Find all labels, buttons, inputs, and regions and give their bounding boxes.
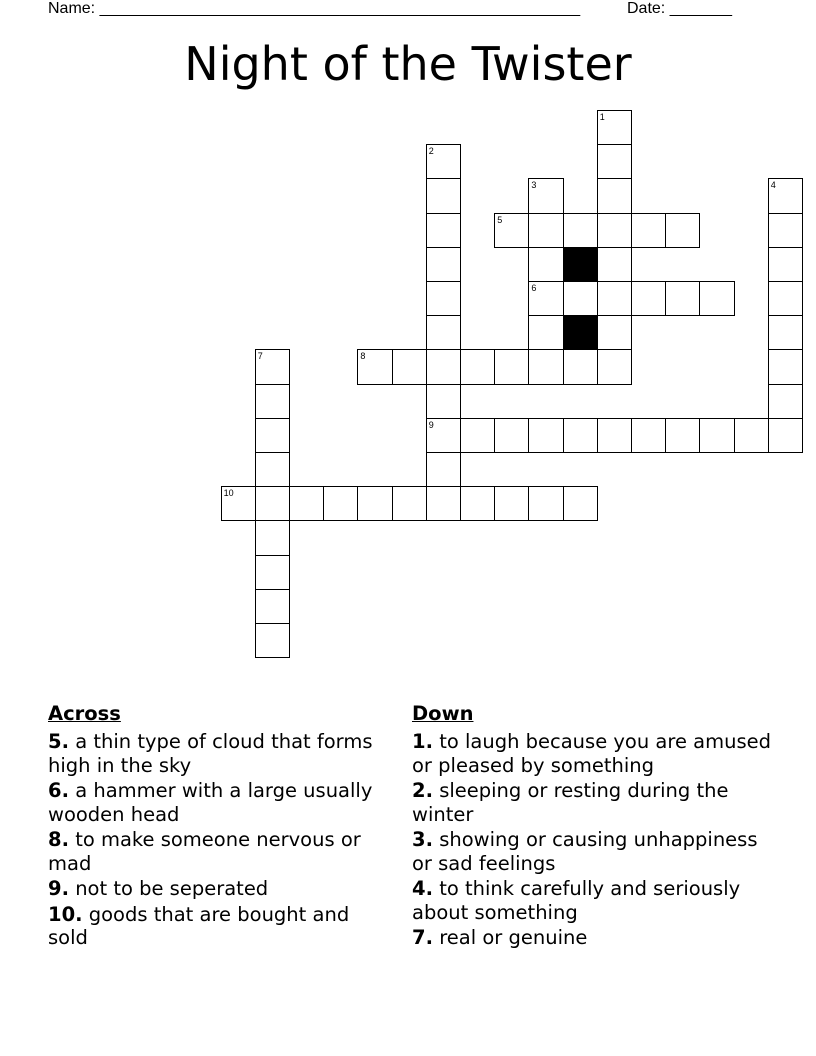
grid-cell[interactable] xyxy=(597,281,632,316)
clue-across-9: 9. not to be seperated xyxy=(48,877,269,900)
down-heading: Down xyxy=(412,702,474,725)
black-cell xyxy=(563,315,598,350)
grid-cell[interactable] xyxy=(597,349,632,384)
grid-cell[interactable] xyxy=(460,349,495,384)
clue-across-10: 10. goods that are bought and sold xyxy=(48,902,350,949)
date-field[interactable]: Date: _______ xyxy=(627,0,732,17)
page-title: Night of the Twister xyxy=(184,37,632,91)
grid-cell[interactable] xyxy=(255,623,290,658)
name-field[interactable]: Name: ______________________________________________________ xyxy=(48,0,581,17)
grid-cell[interactable] xyxy=(768,384,803,419)
grid-cell[interactable] xyxy=(426,213,461,248)
grid-cell[interactable] xyxy=(426,418,461,453)
grid-cell[interactable] xyxy=(426,144,461,179)
grid-cell[interactable] xyxy=(426,247,461,282)
grid-cell[interactable] xyxy=(460,418,495,453)
grid-cell[interactable] xyxy=(255,384,290,419)
grid-cell[interactable] xyxy=(563,349,598,384)
grid-cell[interactable] xyxy=(426,486,461,521)
clue-down-7: 7. real or genuine xyxy=(412,926,588,949)
grid-cell[interactable] xyxy=(665,418,700,453)
clue-across-6: 6. a hammer with a large usually wooden head xyxy=(48,779,373,826)
grid-cell[interactable] xyxy=(392,349,427,384)
grid-cell[interactable] xyxy=(255,418,290,453)
grid-cell[interactable] xyxy=(563,213,598,248)
grid-cell[interactable] xyxy=(528,213,563,248)
grid-cell[interactable] xyxy=(597,178,632,213)
across-clues xyxy=(48,702,393,952)
grid-cell[interactable] xyxy=(631,213,666,248)
grid-cell[interactable] xyxy=(597,213,632,248)
grid-cell[interactable] xyxy=(392,486,427,521)
clue-number-label: 10 xyxy=(223,488,234,499)
grid-cell[interactable] xyxy=(528,349,563,384)
down-clues xyxy=(412,702,772,952)
grid-cell[interactable] xyxy=(768,213,803,248)
grid-cell[interactable] xyxy=(768,315,803,350)
grid-cell[interactable] xyxy=(494,486,529,521)
clue-across-5: 5. a thin type of cloud that forms high in the sky xyxy=(48,730,373,777)
across-heading: Across xyxy=(48,702,121,725)
clue-number-label: 7 xyxy=(257,351,263,362)
grid-cell[interactable] xyxy=(255,349,290,384)
grid-cell[interactable] xyxy=(460,486,495,521)
black-cell xyxy=(563,247,598,282)
grid-cell[interactable] xyxy=(494,349,529,384)
grid-cell[interactable] xyxy=(255,520,290,555)
clue-number-label: 8 xyxy=(360,351,366,362)
grid-cell[interactable] xyxy=(734,418,769,453)
grid-cell[interactable] xyxy=(323,486,358,521)
grid-cell[interactable] xyxy=(631,418,666,453)
grid-cell[interactable] xyxy=(699,418,734,453)
clue-number-label: 6 xyxy=(531,283,537,293)
grid-cell[interactable] xyxy=(528,281,563,316)
grid-cell[interactable] xyxy=(528,178,563,213)
grid-cell[interactable] xyxy=(357,349,392,384)
grid-cell[interactable] xyxy=(255,555,290,590)
grid-cell[interactable] xyxy=(528,247,563,282)
grid-cell[interactable] xyxy=(426,281,461,316)
grid-cell[interactable] xyxy=(494,213,529,248)
grid-cell[interactable] xyxy=(426,349,461,384)
clue-across-8: 8. to make someone nervous or mad xyxy=(48,828,361,875)
grid-cell[interactable] xyxy=(426,315,461,350)
clue-number-label: 4 xyxy=(770,180,776,191)
grid-cell[interactable] xyxy=(221,486,256,521)
grid-cell[interactable] xyxy=(597,315,632,350)
grid-cell[interactable] xyxy=(768,418,803,453)
clue-number-label: 1 xyxy=(599,112,605,122)
grid-cell[interactable] xyxy=(426,384,461,419)
clue-number-label: 3 xyxy=(531,180,537,191)
grid-cell[interactable] xyxy=(255,486,290,521)
grid-cell[interactable] xyxy=(357,486,392,521)
grid-cell[interactable] xyxy=(768,349,803,384)
grid-cell[interactable] xyxy=(528,486,563,521)
grid-cell[interactable] xyxy=(597,247,632,282)
grid-cell[interactable] xyxy=(426,452,461,487)
grid-cell[interactable] xyxy=(597,110,632,145)
grid-cell[interactable] xyxy=(528,315,563,350)
grid-cell[interactable] xyxy=(528,418,563,453)
grid-cell[interactable] xyxy=(597,144,632,179)
grid-cell[interactable] xyxy=(563,486,598,521)
clue-down-4: 4. to think carefully and seriously about something xyxy=(412,877,741,924)
grid-cell[interactable] xyxy=(699,281,734,316)
grid-cell[interactable] xyxy=(563,418,598,453)
grid-cell[interactable] xyxy=(597,418,632,453)
grid-cell[interactable] xyxy=(768,281,803,316)
grid-cell[interactable] xyxy=(768,247,803,282)
grid-cell[interactable] xyxy=(768,178,803,213)
clue-down-3: 3. showing or causing unhappiness or sad feelings xyxy=(412,828,758,875)
grid-cell[interactable] xyxy=(255,589,290,624)
clue-number-label: 5 xyxy=(497,214,503,225)
grid-cell[interactable] xyxy=(665,213,700,248)
clue-down-2: 2. sleeping or resting during the winter xyxy=(412,779,729,826)
clue-down-1: 1. to laugh because you are amused or pleased by something xyxy=(412,730,771,777)
grid-cell[interactable] xyxy=(631,281,666,316)
grid-cell[interactable] xyxy=(563,281,598,316)
grid-cell[interactable] xyxy=(426,178,461,213)
grid-cell[interactable] xyxy=(665,281,700,316)
grid-cell[interactable] xyxy=(494,418,529,453)
clue-number-label: 9 xyxy=(428,419,434,430)
grid-cell[interactable] xyxy=(255,452,290,487)
clue-number-label: 2 xyxy=(428,146,434,157)
grid-cell[interactable] xyxy=(289,486,324,521)
